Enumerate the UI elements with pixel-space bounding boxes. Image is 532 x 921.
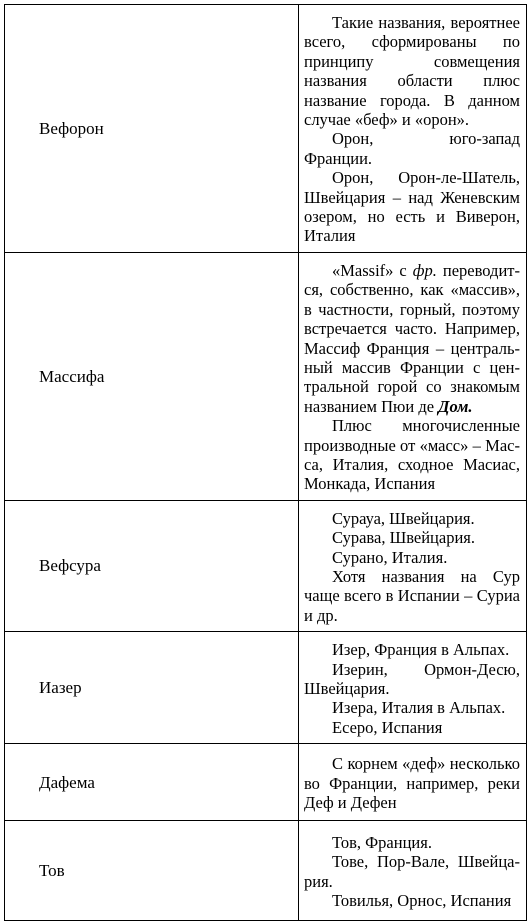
place-name: Иазер [39, 678, 82, 698]
table-row [5, 821, 527, 921]
description-paragraph: С корнем «деф» несколько во Франции, например, реки Деф и Дефен [304, 754, 520, 812]
text-fragment: «Massif» с [332, 260, 413, 280]
place-name-cell [5, 252, 299, 500]
description-paragraph [304, 261, 520, 416]
place-name: Вефорон [39, 118, 104, 138]
place-name-cell [5, 744, 299, 821]
document-table [4, 4, 527, 921]
place-name-cell [5, 821, 299, 921]
place-name: Массифа [39, 366, 105, 386]
description-paragraph: Тове, Пор-Вале, Швейцария. [304, 852, 520, 891]
description-paragraph: Сурава, Швейцария. [332, 528, 476, 548]
description-paragraph: Товилья, Орнос, Испания [332, 891, 512, 911]
place-name: Дафема [39, 772, 95, 792]
place-name-cell [5, 632, 299, 744]
description-paragraph: Хотя названия на Сур чаще всего в Испании – Суриа и др. [304, 566, 520, 625]
description-cell [299, 744, 527, 821]
description-cell [299, 252, 527, 500]
italic-abbreviation: фр. [412, 260, 437, 280]
description-paragraph: Орон, Орон-ле-Шатель, Швейцария – над Женевским озером, но есть и Виверон, Италия [304, 168, 520, 246]
description-paragraph: Изера, Италия в Альпах. [332, 698, 506, 718]
place-name: Тов [39, 861, 65, 881]
bold-italic-term: Дом. [438, 396, 473, 416]
table-row [5, 500, 527, 631]
table-row [5, 252, 527, 500]
description-paragraph: Изерин, Ормон-Десю, Швейцария. [304, 659, 520, 698]
description-paragraph: Такие названия, вероятнее всего, сформированы по принципу совмещения названия области плюс название города. В данном случае «беф» и «орон». [304, 13, 520, 130]
table-row [5, 5, 527, 253]
description-paragraph: Тов, Франция. [332, 832, 432, 852]
description-paragraph: Сурано, Италия. [332, 547, 448, 567]
description-cell [299, 632, 527, 744]
description-paragraph: Сурауа, Швейцария. [332, 508, 475, 528]
description-paragraph: Изер, Франция в Альпах. [332, 640, 510, 660]
place-name-cell [5, 500, 299, 631]
description-cell [299, 821, 527, 921]
table-row [5, 632, 527, 744]
description-cell [299, 500, 527, 631]
description-paragraph: Орон, юго-запад Франции. [304, 129, 520, 168]
table-row [5, 744, 527, 821]
place-name-cell [5, 5, 299, 253]
text-fragment: переводится, собственно, как «массив», в частности, горный, поэтому встречается часто. Например, Массиф Франция – центральный массив Франции с центральной горой со знакомым названием Пюи де [304, 260, 520, 416]
description-paragraph: Есеро, Испания [332, 717, 443, 737]
place-name: Вефсура [39, 556, 101, 576]
description-paragraph: Плюс многочисленные производные от «масс» – Масса, Италия, сходное Масиас, Монкада, Испания [304, 416, 520, 494]
description-cell [299, 5, 527, 253]
